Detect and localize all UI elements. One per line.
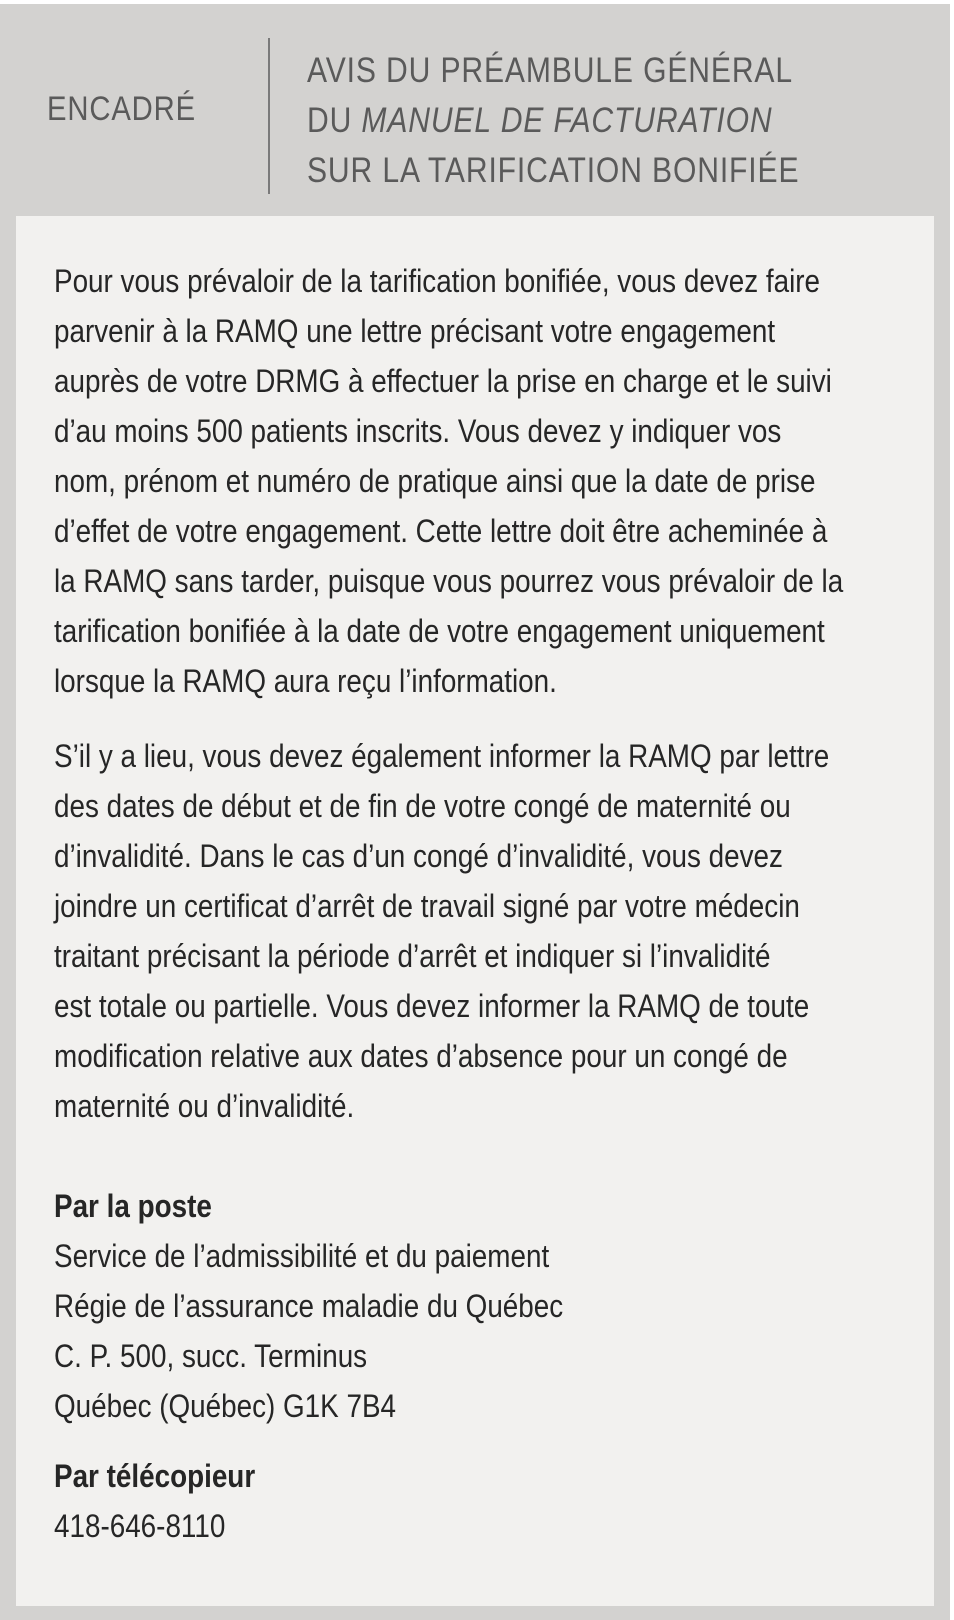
notice-box bbox=[0, 4, 950, 1620]
notice-body bbox=[16, 216, 934, 1606]
paragraph-line: lorsque la RAMQ aura reçu l’information. bbox=[54, 663, 557, 699]
notice-header bbox=[0, 4, 950, 216]
box-tag: ENCADRÉ bbox=[47, 90, 196, 128]
paragraph-line: d’effet de votre engagement. Cette lettre doit être acheminée à bbox=[54, 513, 828, 549]
address-line: Québec (Québec) G1K 7B4 bbox=[54, 1388, 397, 1424]
paragraph-line: Pour vous prévaloir de la tarification bonifiée, vous devez faire bbox=[54, 263, 821, 299]
address-line: C. P. 500, succ. Terminus bbox=[54, 1338, 368, 1374]
paragraph-line: auprès de votre DRMG à effectuer la prise en charge et le suivi bbox=[54, 363, 832, 399]
paragraph-line: d’invalidité. Dans le cas d’un congé d’invalidité, vous devez bbox=[54, 838, 783, 874]
mail-heading: Par la poste bbox=[54, 1188, 212, 1224]
paragraph-line: nom, prénom et numéro de pratique ainsi que la date de prise bbox=[54, 463, 816, 499]
paragraph-line: est totale ou partielle. Vous devez informer la RAMQ de toute bbox=[54, 988, 810, 1024]
paragraph-line: S’il y a lieu, vous devez également informer la RAMQ par lettre bbox=[54, 738, 830, 774]
paragraph-line: tarification bonifiée à la date de votre engagement uniquement bbox=[54, 613, 825, 649]
notice-title bbox=[307, 46, 799, 196]
address-line: Régie de l’assurance maladie du Québec bbox=[54, 1288, 564, 1324]
fax-heading: Par télécopieur bbox=[54, 1458, 256, 1494]
paragraph-line: parvenir à la RAMQ une lettre précisant votre engagement bbox=[54, 313, 776, 349]
title-line-1: AVIS DU PRÉAMBULE GÉNÉRAL bbox=[307, 51, 793, 90]
paragraph-line: des dates de début et de fin de votre congé de maternité ou bbox=[54, 788, 791, 824]
paragraph-line: joindre un certificat d’arrêt de travail signé par votre médecin bbox=[54, 888, 800, 924]
fax-block bbox=[54, 1451, 889, 1551]
title-line-2 bbox=[307, 96, 799, 146]
fax-number: 418-646-8110 bbox=[54, 1508, 226, 1544]
paragraph-line: traitant précisant la période d’arrêt et indiquer si l’invalidité bbox=[54, 938, 771, 974]
paragraph-line: modification relative aux dates d’absence pour un congé de bbox=[54, 1038, 788, 1074]
paragraph-line: d’au moins 500 patients inscrits. Vous devez y indiquer vos bbox=[54, 413, 782, 449]
title-line-3: SUR LA TARIFICATION BONIFIÉE bbox=[307, 151, 800, 190]
title-line-2-prefix: DU bbox=[307, 101, 362, 140]
header-divider bbox=[268, 38, 270, 194]
paragraph-line: maternité ou d’invalidité. bbox=[54, 1088, 355, 1124]
manual-title: MANUEL DE FACTURATION bbox=[361, 101, 773, 140]
address-line: Service de l’admissibilité et du paiement bbox=[54, 1238, 550, 1274]
mail-address-block bbox=[54, 1181, 889, 1431]
paragraph-2 bbox=[54, 731, 889, 1131]
paragraph-1 bbox=[54, 256, 889, 706]
paragraph-line: la RAMQ sans tarder, puisque vous pourrez vous prévaloir de la bbox=[54, 563, 844, 599]
